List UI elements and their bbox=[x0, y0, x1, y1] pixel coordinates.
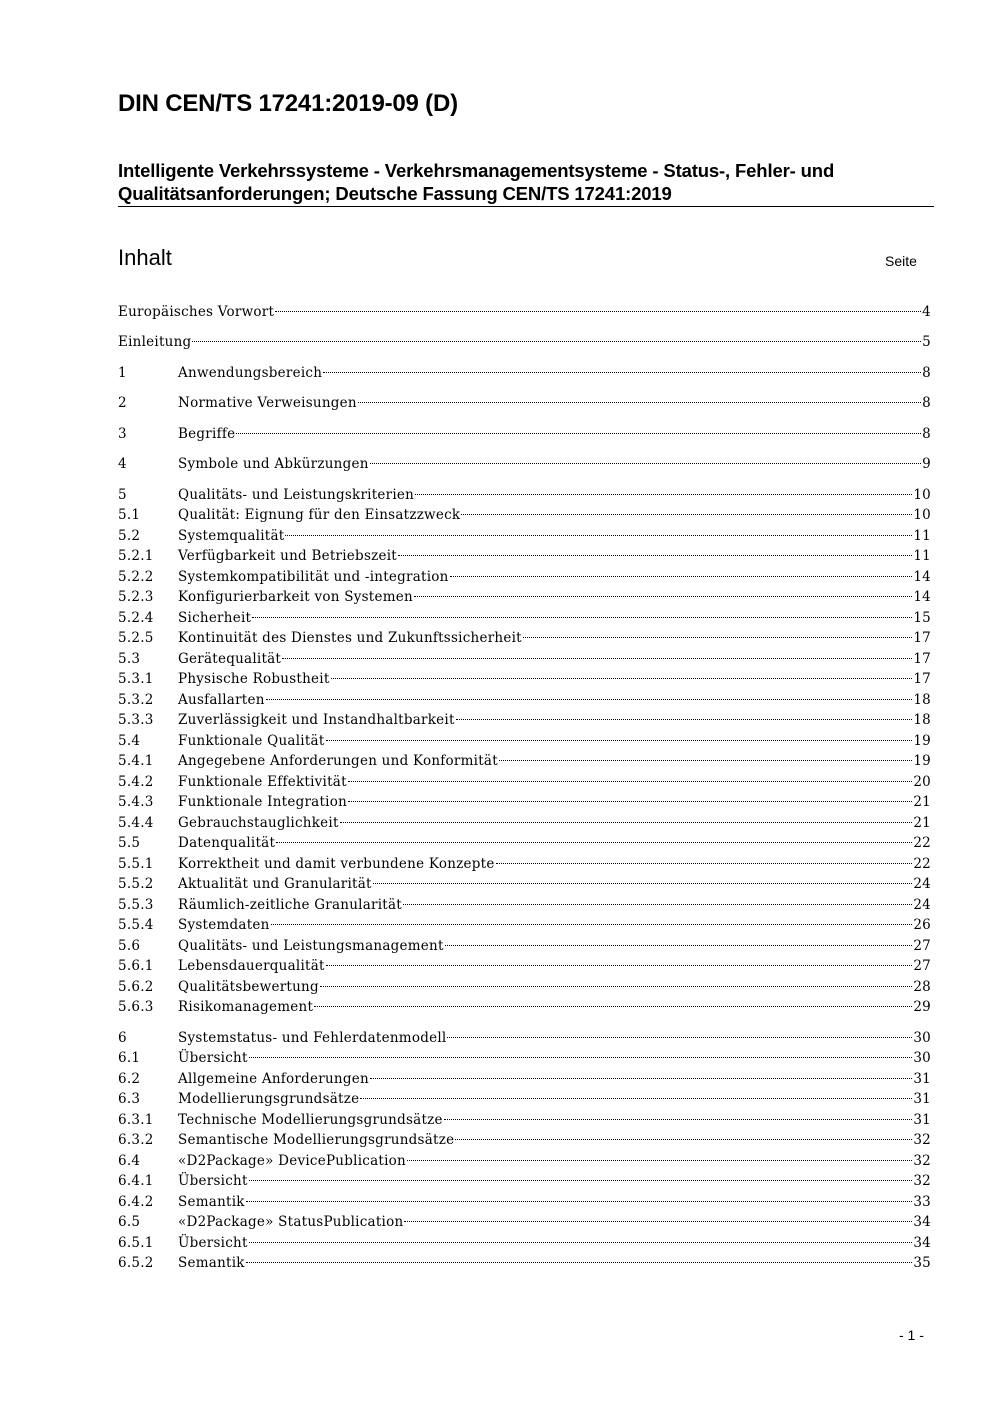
toc-entry-number: 5.2.5 bbox=[118, 630, 154, 646]
toc-dot-leader bbox=[444, 1119, 913, 1120]
toc-entry[interactable] bbox=[118, 1089, 931, 1109]
toc-dot-leader bbox=[192, 341, 921, 342]
toc-dot-leader bbox=[282, 658, 912, 659]
toc-entry-page: 24 bbox=[913, 876, 931, 892]
toc-entry-title: «D2Package» DevicePublication bbox=[178, 1153, 406, 1169]
toc-entry[interactable] bbox=[118, 1233, 931, 1253]
toc-dot-leader bbox=[326, 965, 913, 966]
toc-entry[interactable] bbox=[118, 424, 931, 444]
toc-dot-leader bbox=[358, 402, 921, 403]
toc-entry-title: Korrektheit und damit verbundene Konzepte bbox=[178, 856, 495, 872]
toc-entry-title: Angegebene Anforderungen und Konformität bbox=[178, 753, 498, 769]
toc-entry[interactable] bbox=[118, 1028, 931, 1048]
toc-dot-leader bbox=[266, 699, 913, 700]
toc-entry-number: 5.3 bbox=[118, 651, 141, 667]
toc-entry-page: 34 bbox=[913, 1214, 931, 1230]
toc-entry-page: 17 bbox=[913, 651, 931, 667]
toc-entry-number: 1 bbox=[118, 365, 127, 381]
toc-entry[interactable] bbox=[118, 690, 931, 710]
toc-dot-leader bbox=[415, 494, 912, 495]
toc-entry-page: 32 bbox=[913, 1153, 931, 1169]
toc-entry-title: Übersicht bbox=[178, 1173, 248, 1189]
toc-entry-number: 2 bbox=[118, 395, 127, 411]
toc-entry-number: 5.4.1 bbox=[118, 753, 154, 769]
toc-entry-page: 22 bbox=[913, 835, 931, 851]
toc-entry[interactable] bbox=[118, 833, 931, 853]
toc-dot-leader bbox=[275, 311, 921, 312]
toc-dot-leader bbox=[496, 863, 913, 864]
document-title-line-1: Intelligente Verkehrssysteme - Verkehrsmanagementsysteme - Status-, Fehler- und bbox=[118, 160, 835, 181]
toc-dot-leader bbox=[314, 1006, 912, 1007]
toc-entry[interactable] bbox=[118, 649, 931, 669]
toc-heading: Inhalt bbox=[118, 245, 172, 270]
toc-dot-leader bbox=[404, 1221, 912, 1222]
toc-dot-leader bbox=[455, 1139, 912, 1140]
toc-dot-leader bbox=[320, 986, 912, 987]
toc-entry-page: 14 bbox=[913, 589, 931, 605]
toc-dot-leader bbox=[447, 1037, 912, 1038]
toc-entry-number: 5.2.2 bbox=[118, 569, 154, 585]
toc-dot-leader bbox=[403, 904, 912, 905]
toc-entry[interactable] bbox=[118, 956, 931, 976]
toc-entry[interactable] bbox=[118, 710, 931, 730]
toc-dot-leader bbox=[285, 535, 912, 536]
toc-entry-page: 18 bbox=[913, 712, 931, 728]
toc-entry-page: 26 bbox=[913, 917, 931, 933]
toc-entry-page: 4 bbox=[922, 304, 931, 320]
toc-entry-title: Datenqualität bbox=[178, 835, 276, 851]
toc-entry-title: Funktionale Effektivität bbox=[178, 774, 347, 790]
toc-entry[interactable] bbox=[118, 936, 931, 956]
toc-entry-page: 22 bbox=[913, 856, 931, 872]
toc-dot-leader bbox=[331, 678, 913, 679]
toc-entry-page: 27 bbox=[913, 938, 931, 954]
toc-entry-number: 6.3.2 bbox=[118, 1132, 154, 1148]
toc-entry-number: 6.4 bbox=[118, 1153, 141, 1169]
toc-dot-leader bbox=[499, 760, 912, 761]
toc-dot-leader bbox=[461, 514, 912, 515]
toc-entry-title: Risikomanagement bbox=[178, 999, 314, 1015]
toc-entry-number: 6.5.1 bbox=[118, 1235, 154, 1251]
toc-entry[interactable] bbox=[118, 1151, 931, 1171]
toc-dot-leader bbox=[249, 1242, 913, 1243]
toc-entry-title: Allgemeine Anforderungen bbox=[178, 1071, 369, 1087]
toc-entry-page: 8 bbox=[922, 395, 931, 411]
toc-entry-number: 5.2 bbox=[118, 528, 141, 544]
toc-entry-title: Funktionale Integration bbox=[178, 794, 348, 810]
toc-entry-page: 31 bbox=[913, 1071, 931, 1087]
toc-entry-page: 33 bbox=[913, 1194, 931, 1210]
toc-entry-title: Systemstatus- und Fehlerdatenmodell bbox=[178, 1030, 447, 1046]
toc-entry-number: 5.5.4 bbox=[118, 917, 154, 933]
toc-entry[interactable] bbox=[118, 792, 931, 812]
toc-entry-number: 6.1 bbox=[118, 1050, 141, 1066]
toc-entry-number: 5.2.3 bbox=[118, 589, 154, 605]
toc-entry-title: Semantik bbox=[178, 1255, 245, 1271]
toc-entry-page: 30 bbox=[913, 1050, 931, 1066]
toc-entry[interactable] bbox=[118, 669, 931, 689]
toc-entry-title: Modellierungsgrundsätze bbox=[178, 1091, 360, 1107]
toc-entry[interactable] bbox=[118, 628, 931, 648]
toc-entry-title: Europäisches Vorwort bbox=[118, 304, 275, 320]
toc-entry-number: 6.4.1 bbox=[118, 1173, 154, 1189]
toc-entry-page: 18 bbox=[913, 692, 931, 708]
footer-page-number: - 1 - bbox=[899, 1327, 924, 1343]
toc-entry-page: 34 bbox=[913, 1235, 931, 1251]
toc-dot-leader bbox=[407, 1160, 912, 1161]
toc-entry-number: 5.3.1 bbox=[118, 671, 154, 687]
toc-entry[interactable] bbox=[118, 751, 931, 771]
toc-entry[interactable] bbox=[118, 587, 931, 607]
toc-entry[interactable] bbox=[118, 1069, 931, 1089]
toc-entry-number: 6.5 bbox=[118, 1214, 141, 1230]
toc-dot-leader bbox=[370, 1078, 912, 1079]
toc-entry-title: Semantische Modellierungsgrundsätze bbox=[178, 1132, 455, 1148]
toc-dot-leader bbox=[246, 1201, 913, 1202]
toc-entry-page: 17 bbox=[913, 630, 931, 646]
toc-entry[interactable] bbox=[118, 1130, 931, 1150]
toc-entry-number: 5.5.1 bbox=[118, 856, 154, 872]
toc-entry-title: Qualitätsbewertung bbox=[178, 979, 319, 995]
toc-dot-leader bbox=[456, 719, 913, 720]
toc-dot-leader bbox=[249, 1057, 913, 1058]
toc-entry[interactable] bbox=[118, 1110, 931, 1130]
toc-entry-page: 11 bbox=[913, 548, 931, 564]
toc-entry-number: 5.4.3 bbox=[118, 794, 154, 810]
toc-dot-leader bbox=[348, 781, 913, 782]
toc-dot-leader bbox=[370, 463, 921, 464]
toc-entry-page: 11 bbox=[913, 528, 931, 544]
toc-entry-number: 5 bbox=[118, 487, 127, 503]
toc-entry[interactable] bbox=[118, 546, 931, 566]
toc-dot-leader bbox=[323, 372, 921, 373]
toc-entry-page: 27 bbox=[913, 958, 931, 974]
toc-entry-title: Qualitäts- und Leistungskriterien bbox=[178, 487, 415, 503]
toc-entry-page: 15 bbox=[913, 610, 931, 626]
toc-entry-page: 29 bbox=[913, 999, 931, 1015]
toc-entry-title: Systemdaten bbox=[178, 917, 270, 933]
toc-dot-leader bbox=[523, 637, 912, 638]
toc-entry-number: 5.5.2 bbox=[118, 876, 154, 892]
toc-entry-title: Lebensdauerqualität bbox=[178, 958, 325, 974]
toc-dot-leader bbox=[246, 1262, 913, 1263]
toc-entry-page: 14 bbox=[913, 569, 931, 585]
toc-dot-leader bbox=[249, 1180, 913, 1181]
toc-entry-page: 10 bbox=[913, 507, 931, 523]
toc-entry[interactable] bbox=[118, 731, 931, 751]
toc-dot-leader bbox=[236, 433, 921, 434]
toc-entry[interactable] bbox=[118, 454, 931, 474]
toc-entry-number: 6.4.2 bbox=[118, 1194, 154, 1210]
toc-dot-leader bbox=[373, 883, 913, 884]
toc-entry[interactable] bbox=[118, 1192, 931, 1212]
toc-entry-page: 24 bbox=[913, 897, 931, 913]
toc-entry-number: 5.1 bbox=[118, 507, 141, 523]
toc-entry-title: Qualität: Eignung für den Einsatzzweck bbox=[178, 507, 461, 523]
toc-entry-number: 5.6.1 bbox=[118, 958, 154, 974]
toc-entry[interactable] bbox=[118, 895, 931, 915]
toc-entry-number: 6.2 bbox=[118, 1071, 141, 1087]
toc-entry[interactable] bbox=[118, 1253, 931, 1273]
toc-page-label: Seite bbox=[885, 253, 917, 269]
toc-entry-title: Gerätequalität bbox=[178, 651, 282, 667]
toc-dot-leader bbox=[271, 924, 913, 925]
toc-entry-title: Semantik bbox=[178, 1194, 245, 1210]
toc-dot-leader bbox=[252, 617, 912, 618]
toc-entry-number: 5.6.2 bbox=[118, 979, 154, 995]
document-id: DIN CEN/TS 17241:2019-09 (D) bbox=[118, 90, 458, 117]
toc-dot-leader bbox=[445, 945, 913, 946]
toc-entry-title: Aktualität und Granularität bbox=[178, 876, 372, 892]
toc-dot-leader bbox=[414, 596, 912, 597]
toc-entry-page: 28 bbox=[913, 979, 931, 995]
toc-entry[interactable] bbox=[118, 915, 931, 935]
toc-entry[interactable] bbox=[118, 1171, 931, 1191]
toc-entry[interactable] bbox=[118, 1048, 931, 1068]
toc-entry-number: 6.3.1 bbox=[118, 1112, 154, 1128]
toc-entry-title: Konfigurierbarkeit von Systemen bbox=[178, 589, 413, 605]
toc-entry-number: 5.2.1 bbox=[118, 548, 154, 564]
toc-entry[interactable] bbox=[118, 485, 931, 505]
toc-entry-page: 32 bbox=[913, 1173, 931, 1189]
toc-entry-number: 5.4.4 bbox=[118, 815, 154, 831]
toc-entry-title: Übersicht bbox=[178, 1235, 248, 1251]
toc-entry-number: 5.3.3 bbox=[118, 712, 154, 728]
toc-entry-number: 6.5.2 bbox=[118, 1255, 154, 1271]
toc-entry-number: 5.5.3 bbox=[118, 897, 154, 913]
toc-entry[interactable] bbox=[118, 332, 931, 352]
toc-entry-page: 17 bbox=[913, 671, 931, 687]
toc-entry-title: Begriffe bbox=[178, 426, 236, 442]
toc-entry-title: Qualitäts- und Leistungsmanagement bbox=[178, 938, 444, 954]
toc-entry[interactable] bbox=[118, 854, 931, 874]
toc-entry[interactable] bbox=[118, 505, 931, 525]
toc-entry-page: 9 bbox=[922, 456, 931, 472]
toc-entry[interactable] bbox=[118, 874, 931, 894]
toc-entry-number: 5.2.4 bbox=[118, 610, 154, 626]
toc-entry-number: 5.5 bbox=[118, 835, 141, 851]
toc-entry-number: 5.4.2 bbox=[118, 774, 154, 790]
toc-entry-title: Funktionale Qualität bbox=[178, 733, 325, 749]
toc-entry-number: 5.6.3 bbox=[118, 999, 154, 1015]
toc-entry-number: 3 bbox=[118, 426, 127, 442]
toc-entry[interactable] bbox=[118, 997, 931, 1017]
toc-entry-number: 5.3.2 bbox=[118, 692, 154, 708]
toc-entry[interactable] bbox=[118, 302, 931, 322]
toc-entry-title: Räumlich-zeitliche Granularität bbox=[178, 897, 402, 913]
toc-dot-leader bbox=[326, 740, 913, 741]
toc-dot-leader bbox=[360, 1098, 912, 1099]
toc-entry-page: 30 bbox=[913, 1030, 931, 1046]
toc-entry-title: Technische Modellierungsgrundsätze bbox=[178, 1112, 443, 1128]
toc-entry-page: 31 bbox=[913, 1091, 931, 1107]
toc-entry-number: 4 bbox=[118, 456, 127, 472]
toc-entry-title: Einleitung bbox=[118, 334, 192, 350]
toc-dot-leader bbox=[398, 555, 912, 556]
toc-dot-leader bbox=[340, 822, 913, 823]
toc-entry[interactable] bbox=[118, 977, 931, 997]
toc-entry-page: 35 bbox=[913, 1255, 931, 1271]
toc-entry-title: Systemqualität bbox=[178, 528, 285, 544]
toc-entry[interactable] bbox=[118, 526, 931, 546]
toc-entry-page: 8 bbox=[922, 365, 931, 381]
toc-entry-title: Ausfallarten bbox=[178, 692, 265, 708]
toc-dot-leader bbox=[348, 801, 912, 802]
toc-entry-page: 31 bbox=[913, 1112, 931, 1128]
toc-entry-title: Symbole und Abkürzungen bbox=[178, 456, 369, 472]
toc-entry-title: Verfügbarkeit und Betriebszeit bbox=[178, 548, 397, 564]
toc-entry-title: Sicherheit bbox=[178, 610, 252, 626]
toc-entry-page: 20 bbox=[913, 774, 931, 790]
toc-entry-page: 8 bbox=[922, 426, 931, 442]
toc-entry-page: 10 bbox=[913, 487, 931, 503]
toc-entry[interactable] bbox=[118, 363, 931, 383]
toc-entry-title: Kontinuität des Dienstes und Zukunftssicherheit bbox=[178, 630, 522, 646]
toc-entry-page: 32 bbox=[913, 1132, 931, 1148]
toc-entry-page: 21 bbox=[913, 815, 931, 831]
toc-entry[interactable] bbox=[118, 1212, 931, 1232]
toc-entry-number: 6 bbox=[118, 1030, 127, 1046]
toc-entry-page: 19 bbox=[913, 733, 931, 749]
toc-entry-title: Übersicht bbox=[178, 1050, 248, 1066]
toc-entry-page: 19 bbox=[913, 753, 931, 769]
toc-entry-title: Systemkompatibilität und -integration bbox=[178, 569, 449, 585]
toc-entry[interactable] bbox=[118, 772, 931, 792]
toc-entry-number: 5.6 bbox=[118, 938, 141, 954]
toc-dot-leader bbox=[276, 842, 912, 843]
toc-entry-title: Zuverlässigkeit und Instandhaltbarkeit bbox=[178, 712, 455, 728]
toc-entry-title: Gebrauchstauglichkeit bbox=[178, 815, 339, 831]
toc-entry-title: Normative Verweisungen bbox=[178, 395, 357, 411]
document-title-line-2: Qualitätsanforderungen; Deutsche Fassung CEN/TS 17241:2019 bbox=[118, 183, 672, 204]
toc-entry-title: Anwendungsbereich bbox=[178, 365, 323, 381]
toc-entry-title: «D2Package» StatusPublication bbox=[178, 1214, 404, 1230]
toc-entry-title: Physische Robustheit bbox=[178, 671, 330, 687]
toc-entry-page: 5 bbox=[922, 334, 931, 350]
toc-entry-page: 21 bbox=[913, 794, 931, 810]
toc-entry[interactable] bbox=[118, 393, 931, 413]
toc-entry-number: 6.3 bbox=[118, 1091, 141, 1107]
toc-entry[interactable] bbox=[118, 813, 931, 833]
toc-entry[interactable] bbox=[118, 567, 931, 587]
toc-dot-leader bbox=[450, 576, 913, 577]
toc-entry[interactable] bbox=[118, 608, 931, 628]
toc-entry-number: 5.4 bbox=[118, 733, 141, 749]
